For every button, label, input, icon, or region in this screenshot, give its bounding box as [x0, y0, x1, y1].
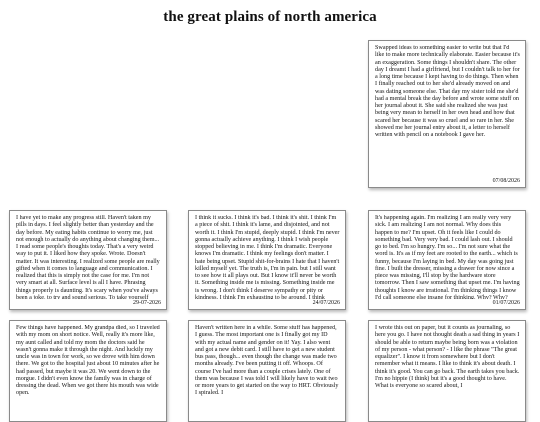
entry-date: 24/07/2026	[312, 300, 340, 306]
journal-entry-card[interactable]	[368, 320, 526, 422]
journal-entry-card[interactable]	[188, 320, 346, 422]
entry-text: Swapped ideas to something easier to write but that I'd like to make more technically elaborate. Easier because it's an exaggeration. Some things I shouldn't share. The other day I dreamt I had a girlfriend, but I couldn't talk to her for a long time because I kept having to do things. Then when I finally reached out to her she'd already moved on and was dating someone else. That day my sister told me she'd had a mental break the day before and wrote some stuff on her journal about it. She said she realized she was just being very mean to herself in her own head and how that scared her because it was so cruel and so rare in her. She showed me her journal entry about it, a letter to herself written with pencil on a notebook I gave her.	[375, 45, 520, 138]
entry-text: I think it sucks. I think it's bad. I think it's shit. I think I'm a piece of shit. I think it's lame, and disjointed, and not worth it. I think I'm stupid, deeply stupid. I think I'm never gonna actually achieve anything. I think I wish people stopped believing in me. I think I'm dramatic. Everyone knows I'm dramatic. I think my feelings don't matter. I hate being upset. Stupid shit-for-brains I hate that I haven't killed myself yet. The truth is, I'm in pain. but I still want to see how it all plays out. But I know it'll never be worth it. Something inside me is missing. Something inside me is wrong. I don't think I deserve sympathy or pity or kindness. I think I'm exhausting to be around. I think	[195, 215, 340, 299]
page-title: the great plains of north america	[163, 9, 377, 25]
entry-text: Haven't written here in a while. Some stuff has happened, I guess. The most important one is I finally got my ID with my actual name and gender on it! Yay. I also went and got a new debit card. I still have to get a new student bus pass, though... even though the change was made two months already. I've been putting it off. Whoops. Of course I've had more than a couple crises lately. One of them was because I was told I will likely have to wait two or more years to get started on the way to HRT. Obviously I spiraled. I	[195, 325, 339, 397]
entry-text: It's happening again. I'm realizing I am really very very sick. I am realizing I am not normal. Why does this happen to me? I'm upset. Oh it feels like I could do something bad. Very very bad. I could lash out. I should go to bed. I'm so hungry. I'm so... I'm not sure what the word is. It's as if my feet are rooted to the earth... which is funny, because I'm laying in bed. My day was going just fine. I built the dresser, missing a drawer for now since a piece was missing, I'll stop by the hardware store tomorrow. Then I saw something that upset me. I'm having thoughts I know are irrational. I'm thinking things I know I'd call someone else insane for thinking. Why? Why?	[375, 215, 520, 299]
entry-date: 01/07/2026	[492, 300, 520, 306]
entry-text: Few things have happened. My grandpa died, so I traveled with my mom on short notice. Well, really it's more like, my aunt called and told my mom the doctors said he wasn't gonna make it through the night. And luckily my uncle was in town for work, so we drove with him down there. We got to the hospital just about 10 minutes after he had passed, but maybe it was 20. We went down to the morgue. I didn't even know the family was in charge of dressing the dead. When we got there his mouth was wide open.	[16, 325, 160, 397]
entry-date: 29-07-2026	[133, 300, 161, 306]
entry-text: I have yet to make any progress still. Haven't taken my pills in days. I feel slightly better than yesterday and the day before. My eating habits continue to worry me, just not enough to actually do anything about changing them... I read some people's thoughts today. That's a very weird way to put it. I liked how they spoke. Wrote. Doesn't matter. It was interesting. I realized some people are really gifted when it comes to language and communication. I realized that this is simply not the case for me. I'm not very smart at all. Surface level is all I have. Phrasing things properly is daunting. It's scary when you've always been a joke, to try and sound serious. To take yourself	[16, 215, 160, 299]
journal-entry-card[interactable]	[9, 320, 167, 422]
entry-date: 07/08/2026	[492, 178, 520, 184]
journal-entry-card[interactable]	[188, 210, 346, 310]
journal-entry-card[interactable]	[368, 210, 526, 310]
journal-entry-card[interactable]	[368, 40, 526, 188]
entry-text: I wrote this out on paper, but it counts as journaling, so here you go. I have not thought death a sad thing in years I should be able to return maybe being born was a violation of my person - what person? - I like the phrase "The great equalizer". I know it from somewhere but I don't remember what it means. I like to think it's about death. I think it's good. You can go back. The earth takes you back. I'm no hippie (I think) but it's a good thought to have. What is everyone so scared about, I	[375, 325, 520, 389]
journal-entry-card[interactable]	[9, 210, 167, 310]
